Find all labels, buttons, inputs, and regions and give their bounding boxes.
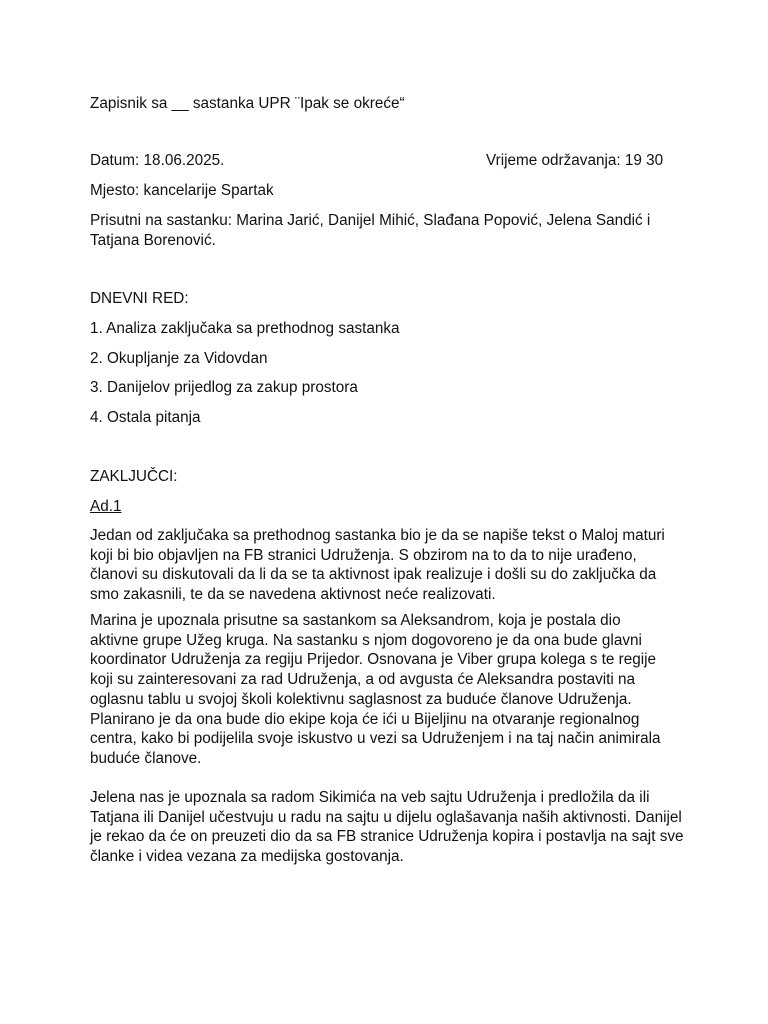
agenda-item: 3. Danijelov prijedlog za zakup prostora: [90, 379, 358, 396]
agenda-item: 4. Ostala pitanja: [90, 409, 201, 426]
attendees-text: Prisutni na sastanku: Marina Jarić, Danijel Mihić, Slađana Popović, Jelena Sandić i Tatjana Borenović.: [90, 212, 651, 249]
meeting-place: Mjesto: kancelarije Spartak: [90, 182, 274, 199]
document-title: Zapisnik sa __ sastanka UPR ¨Ipak se okreće“: [90, 95, 405, 112]
meeting-time: Vrijeme održavanja: 19 30: [486, 152, 664, 169]
ad1-label: Ad.1: [90, 498, 122, 515]
conclusions-heading: ZAKLJUČCI:: [90, 468, 178, 485]
agenda-item: 2. Okupljanje za Vidovdan: [90, 350, 268, 367]
paragraph-1: Jedan od zaključaka sa prethodnog sastanka bio je da se napiše tekst o Maloj maturi koji bi bio objavljen na FB stranici Udruženja. S obzirom na to da to nije urađeno, članovi su diskutovali da li da se ta aktivnost ipak realizuje i došli su do zaključka da smo zakasnili, te da se navedena aktivnost neće realizovati.: [90, 527, 665, 604]
paragraph-2: Marina je upoznala prisutne sa sastankom sa Aleksandrom, koja je postala dio aktivne grupe Užeg kruga. Na sastanku s njom dogovoreno je da ona bude glavni koordinator Udruženja za regiju Prijedor. Osnovana je Viber grupa kolega s te regije koji su zainteresovani za rad Udruženja, a od avgusta će Aleksandra postaviti na oglasnu tablu u svojoj školi kolektivnu saglasnost za buduće članove Udruženja. Planirano je da ona bude dio ekipe koja će ići u Bijeljinu na otvaranje regionalnog centra, kako bi podijelila svoje iskustvo u vezi sa Udruženjem i na taj način animirala buduće članove.: [90, 612, 661, 767]
agenda-heading: DNEVNI RED:: [90, 290, 189, 307]
agenda-item: 1. Analiza zaključaka sa prethodnog sastanka: [90, 320, 400, 337]
paragraph-3: Jelena nas je upoznala sa radom Sikimića na veb sajtu Udruženja i predložila da ili Tatjana ili Danijel učestvuju u radu na sajtu u dijelu oglašavanja naših aktivnosti. Danijel je rekao da će on preuzeti dio da sa FB stranice Udruženja kopira i postavlja na sajt sve članke i videa vezana za medijska gostovanja.: [90, 789, 684, 866]
meeting-date: Datum: 18.06.2025.: [90, 152, 225, 169]
